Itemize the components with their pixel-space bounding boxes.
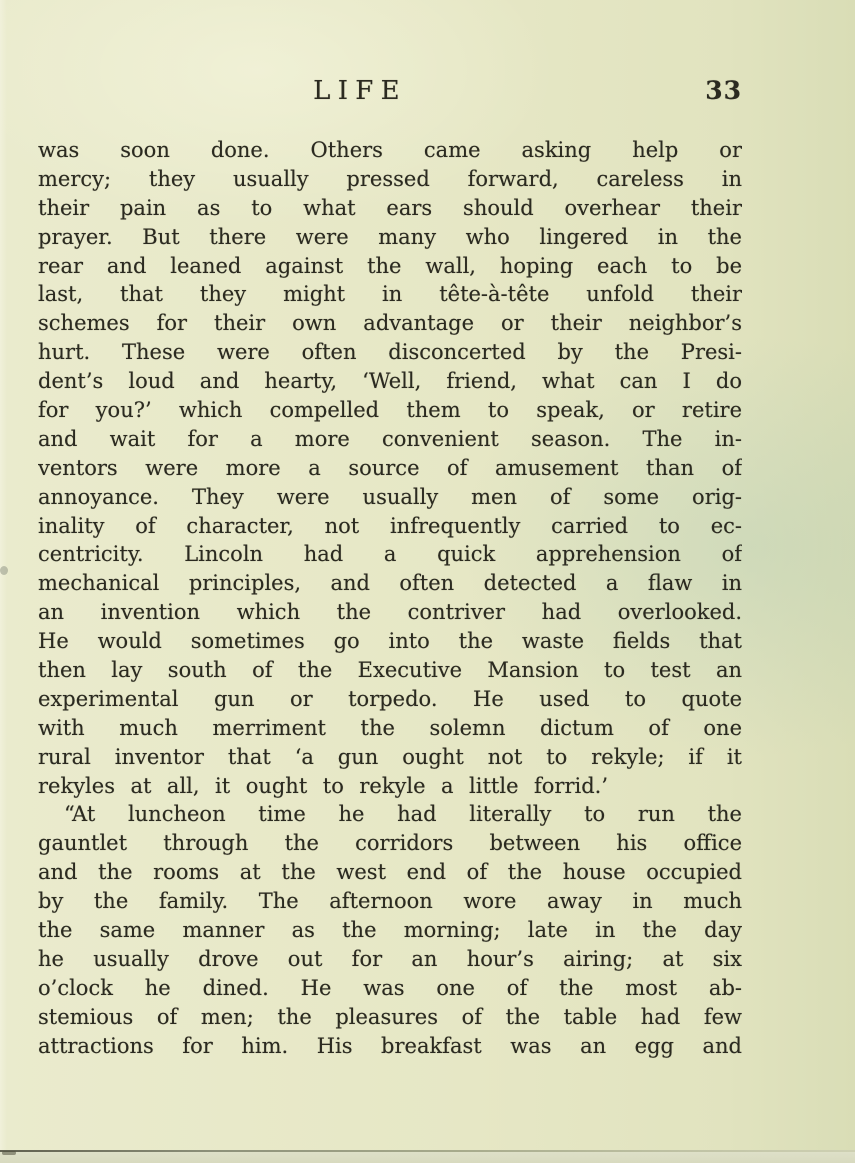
text-line: centricity. Lincoln had a quick apprehension of [38,542,742,567]
text-line: the same manner as the morning; late in the day [38,918,742,943]
text-line: and wait for a more convenient season. The in- [38,426,742,451]
text-line: was soon done. Others came asking help or [38,138,742,162]
text-line: an invention which the contriver had overlooked. [38,600,742,625]
text-line: “At luncheon time he had literally to run the [64,802,742,827]
text-line: schemes for their own advantage or their neighbor’s [38,311,742,336]
text-line: attractions for him. His breakfast was an egg and [38,1033,742,1058]
text-line: o’clock he dined. He was one of the most ab- [38,975,742,1000]
text-line: then lay south of the Executive Mansion to test an [38,658,742,683]
scan-artifact-speck [0,566,8,575]
text-line: ventors were more a source of amusement than of [38,455,742,480]
text-line: annoyance. They were usually men of some orig- [38,484,742,509]
text-line: inality of character, not infrequently carried to ec- [38,513,742,538]
page-number: 33 [705,76,742,105]
text-line: stemious of men; the pleasures of the table had few [38,1004,742,1029]
text-line: he usually drove out for an hour’s airing; at six [38,946,742,971]
text-line: with much merriment the solemn dictum of one [38,715,742,740]
text-line: for you?’ which compelled them to speak, or retire [38,398,742,423]
text-line: last, that they might in tête-à-tête unfold their [38,282,742,307]
text-line: mechanical principles, and often detected a flaw in [38,571,742,596]
text-line: gauntlet through the corridors between his office [38,831,742,856]
running-head-title: LIFE [313,76,407,106]
page-left-edge-highlight [0,0,7,1163]
text-line: rural inventor that ‘a gun ought not to rekyle; if it [38,744,742,769]
text-line: rear and leaned against the wall, hoping each to be [38,253,742,278]
page-bottom-edge [0,1150,855,1163]
page-edge-paper [0,1152,855,1163]
text-line: dent’s loud and hearty, ‘Well, friend, what can I do [38,369,742,394]
text-line: and the rooms at the west end of the house occupied [38,860,742,885]
text-line: mercy; they usually pressed forward, careless in [38,166,742,191]
text-line: He would sometimes go into the waste fields that [38,629,742,654]
text-line: their pain as to what ears should overhear their [38,195,742,220]
text-line: prayer. But there were many who lingered in the [38,224,742,249]
text-line: rekyles at all, it ought to rekyle a little forrid.’ [38,773,609,798]
page-header [38,76,742,110]
text-lines [38,136,742,1061]
text-line: experimental gun or torpedo. He used to quote [38,686,742,711]
text-line: by the family. The afternoon wore away in much [38,889,742,914]
text-line: hurt. These were often disconcerted by the Presi- [38,340,742,365]
scan-artifact-corner [2,1151,16,1155]
